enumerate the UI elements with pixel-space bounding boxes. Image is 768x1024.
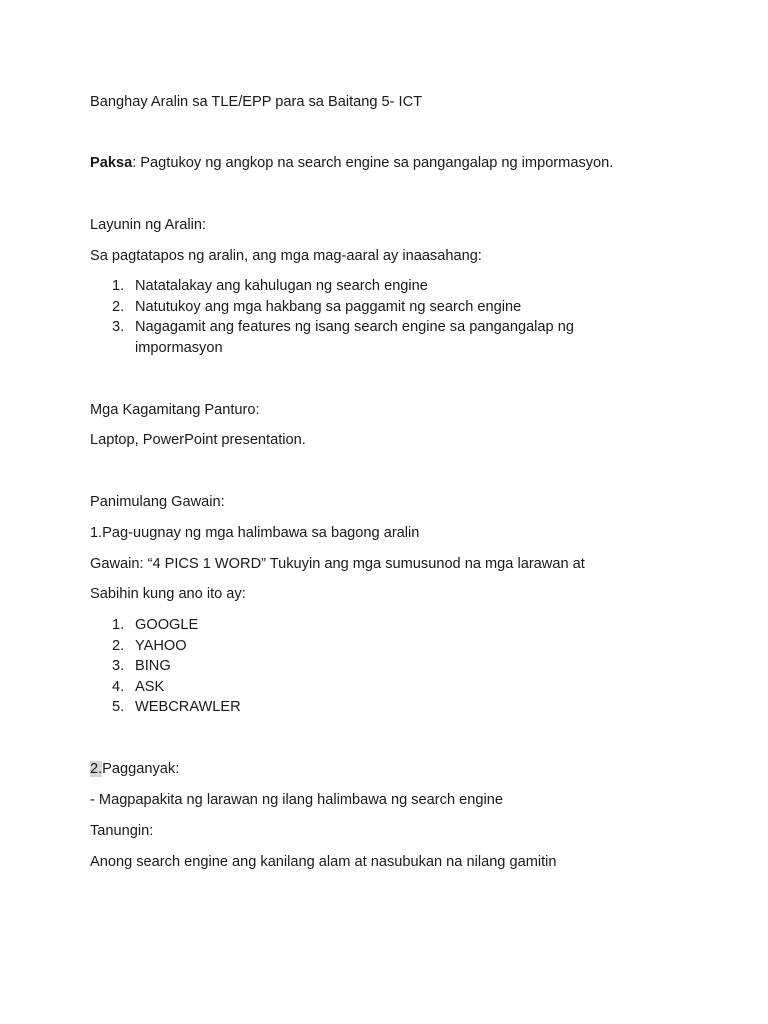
pagganyak-text: - Magpapakita ng larawan ng ilang halimbawa ng search engine	[90, 792, 503, 808]
list-item-text: WEBCRAWLER	[135, 699, 241, 716]
list-item-number: 4.	[112, 678, 125, 695]
list-item-number: 2.	[112, 298, 125, 315]
panimula-step: 1.Pag-uugnay ng mga halimbawa sa bagong aralin	[90, 525, 420, 541]
list-item-text: GOOGLE	[135, 617, 199, 633]
list-item-number: 3.	[112, 658, 125, 675]
list-item	[90, 636, 635, 657]
pagganyak-number: 2.	[90, 761, 103, 777]
list-item-number: 3.	[112, 319, 125, 336]
panimula-gawain-cont: Sabihin kung ano ito ay:	[90, 586, 246, 602]
list-item-text: BING	[135, 658, 171, 675]
list-item-number: 5.	[112, 699, 125, 716]
tanungin-question: Anong search engine ang kanilang alam at nasubukan na nilang gamitin	[90, 854, 557, 870]
kagamitan-text: Laptop, PowerPoint presentation.	[90, 432, 306, 448]
list-item-number: 2.	[112, 637, 125, 654]
list-item	[90, 276, 635, 297]
layunin-list	[90, 276, 635, 358]
list-item	[90, 317, 595, 358]
panimula-heading: Panimulang Gawain:	[90, 494, 225, 510]
paksa-label: Paksa	[90, 155, 133, 171]
layunin-intro: Sa pagtatapos ng aralin, ang mga mag-aaral ay inaasahang:	[90, 248, 482, 264]
list-item-number: 1.	[112, 278, 125, 294]
list-item	[90, 656, 635, 677]
list-item	[90, 615, 635, 636]
paksa-text: : Pagtukoy ng angkop na search engine sa pangangalap ng impormasyon.	[132, 155, 614, 171]
panimula-gawain: Gawain: “4 PICS 1 WORD” Tukuyin ang mga sumusunod na mga larawan at	[90, 556, 585, 572]
paksa-line	[90, 153, 613, 173]
pagganyak-label: Pagganyak:	[102, 761, 180, 777]
list-item-text: Natatalakay ang kahulugan ng search engine	[135, 278, 428, 294]
list-item	[90, 297, 635, 318]
list-item	[90, 697, 635, 718]
search-engine-list	[90, 615, 635, 718]
list-item-number: 1.	[112, 617, 125, 633]
tanungin-label: Tanungin:	[90, 823, 154, 839]
list-item-text: Natutukoy ang mga hakbang sa paggamit ng search engine	[135, 298, 522, 315]
list-item-text: YAHOO	[135, 637, 187, 654]
list-item	[90, 677, 635, 698]
pagganyak-line	[90, 759, 179, 779]
kagamitan-heading: Mga Kagamitang Panturo:	[90, 402, 260, 418]
layunin-heading: Layunin ng Aralin:	[90, 217, 207, 233]
list-item-text: ASK	[135, 678, 165, 695]
list-item-text: Nagagamit ang features ng isang search engine sa pangangalap ng impormasyon	[135, 319, 574, 356]
document-title: Banghay Aralin sa TLE/EPP para sa Baitang 5- ICT	[90, 94, 423, 110]
